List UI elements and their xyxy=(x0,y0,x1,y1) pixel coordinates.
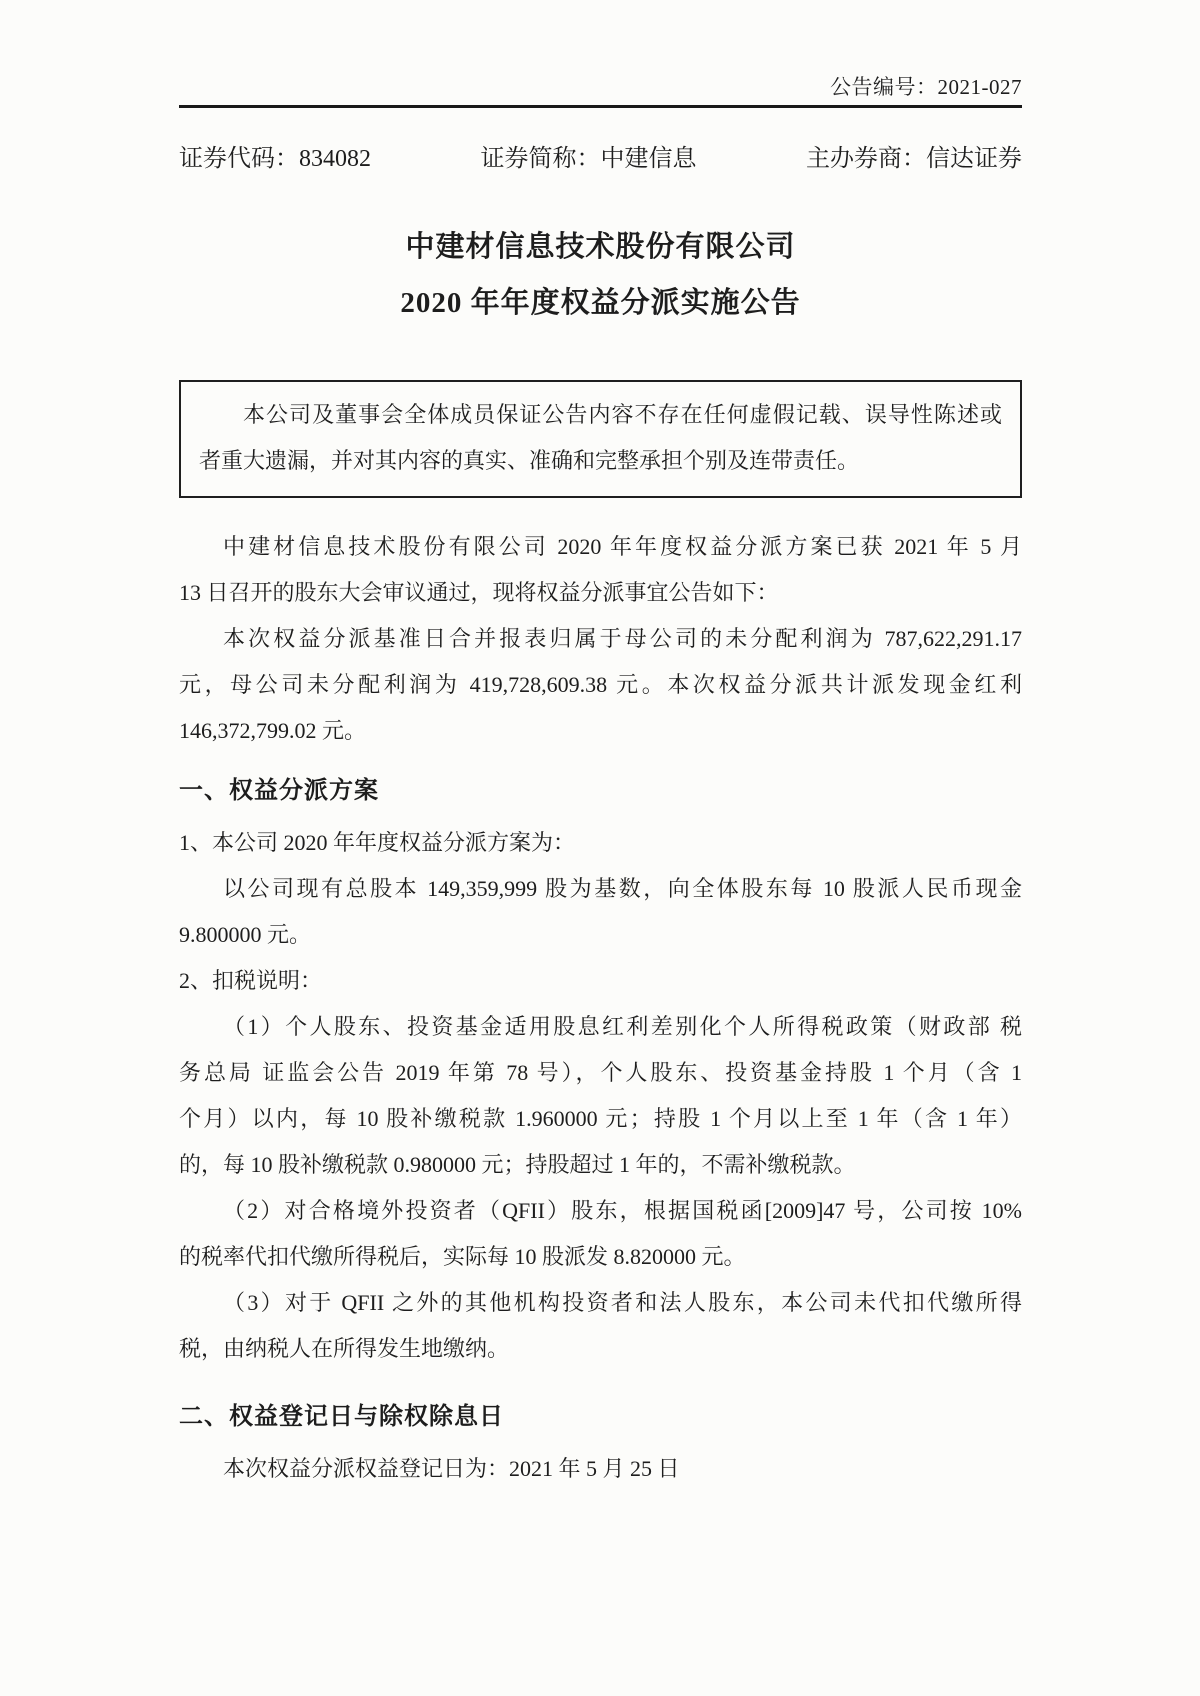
tax-note-2-line: （2）对合格境外投资者（QFII）股东，根据国税函[2009]47 号，公司按 10% xyxy=(223,1198,1022,1223)
profit-line: 元，母公司未分配利润为 419,728,609.38 元。本次权益分派共计派发现金红利 xyxy=(179,672,1022,697)
tax-note-2 xyxy=(179,1188,1022,1280)
tax-note-2-line: 的税率代扣代缴所得税后，实际每 10 股派发 8.820000 元。 xyxy=(179,1244,746,1269)
tax-note-1-line: 个月）以内，每 10 股补缴税款 1.960000 元；持股 1 个月以上至 1 年（含 1 年） xyxy=(179,1106,1022,1131)
disclaimer-box xyxy=(179,380,1022,498)
profit-paragraph xyxy=(179,616,1022,754)
announcement-title: 2020 年年度权益分派实施公告 xyxy=(400,287,801,319)
announcement-number: 公告编号：2021-027 xyxy=(830,75,1022,99)
sponsor-broker: 主办券商：信达证券 xyxy=(806,146,1022,172)
profit-line: 146,372,799.02 元。 xyxy=(179,718,367,743)
stock-code: 证券代码：834082 xyxy=(179,146,371,172)
intro-paragraph xyxy=(179,524,1022,616)
intro-line: 中建材信息技术股份有限公司 2020 年年度权益分派方案已获 2021 年 5 月 xyxy=(223,534,1022,559)
section-2-heading: 二、权益登记日与除权除息日 xyxy=(179,1403,504,1430)
profit-line: 本次权益分派基准日合并报表归属于母公司的未分配利润为 787,622,291.17 xyxy=(223,626,1022,651)
company-name-title: 中建材信息技术股份有限公司 xyxy=(405,231,796,263)
section-1-heading: 一、权益分派方案 xyxy=(179,777,379,804)
intro-line: 13 日召开的股东大会审议通过，现将权益分派事宜公告如下： xyxy=(179,580,779,605)
plan-paragraph xyxy=(179,866,1022,958)
tax-note-3-line: （3）对于 QFII 之外的其他机构投资者和法人股东，本公司未代扣代缴所得 xyxy=(223,1290,1022,1315)
plan-line: 以公司现有总股本 149,359,999 股为基数，向全体股东每 10 股派人民币现金 xyxy=(223,876,1022,901)
stock-short-name: 证券简称：中建信息 xyxy=(480,146,697,172)
record-date-line: 本次权益分派权益登记日为：2021 年 5 月 25 日 xyxy=(223,1456,680,1481)
tax-note-1 xyxy=(179,1004,1022,1188)
plan-item-1: 1、本公司 2020 年年度权益分派方案为： xyxy=(179,830,576,855)
disclaimer-line: 者重大遗漏，并对其内容的真实、准确和完整承担个别及连带责任。 xyxy=(199,448,860,473)
header-rule xyxy=(179,105,1022,108)
tax-note-3 xyxy=(179,1280,1022,1372)
plan-item-2: 2、扣税说明： xyxy=(179,968,323,993)
plan-line: 9.800000 元。 xyxy=(179,922,312,947)
tax-note-1-line: 务总局 证监会公告 2019 年第 78 号），个人股东、投资基金持股 1 个月（含 1 xyxy=(179,1060,1022,1085)
tax-note-1-line: 的，每 10 股补缴税款 0.980000 元；持股超过 1 年的，不需补缴税款。 xyxy=(179,1152,856,1177)
tax-note-3-line: 税，由纳税人在所得发生地缴纳。 xyxy=(179,1336,510,1361)
tax-note-1-line: （1）个人股东、投资基金适用股息红利差别化个人所得税政策（财政部 税 xyxy=(223,1014,1022,1039)
securities-info-row xyxy=(179,144,1022,174)
disclaimer-line: 本公司及董事会全体成员保证公告内容不存在任何虚假记载、误导性陈述或 xyxy=(243,402,1002,427)
